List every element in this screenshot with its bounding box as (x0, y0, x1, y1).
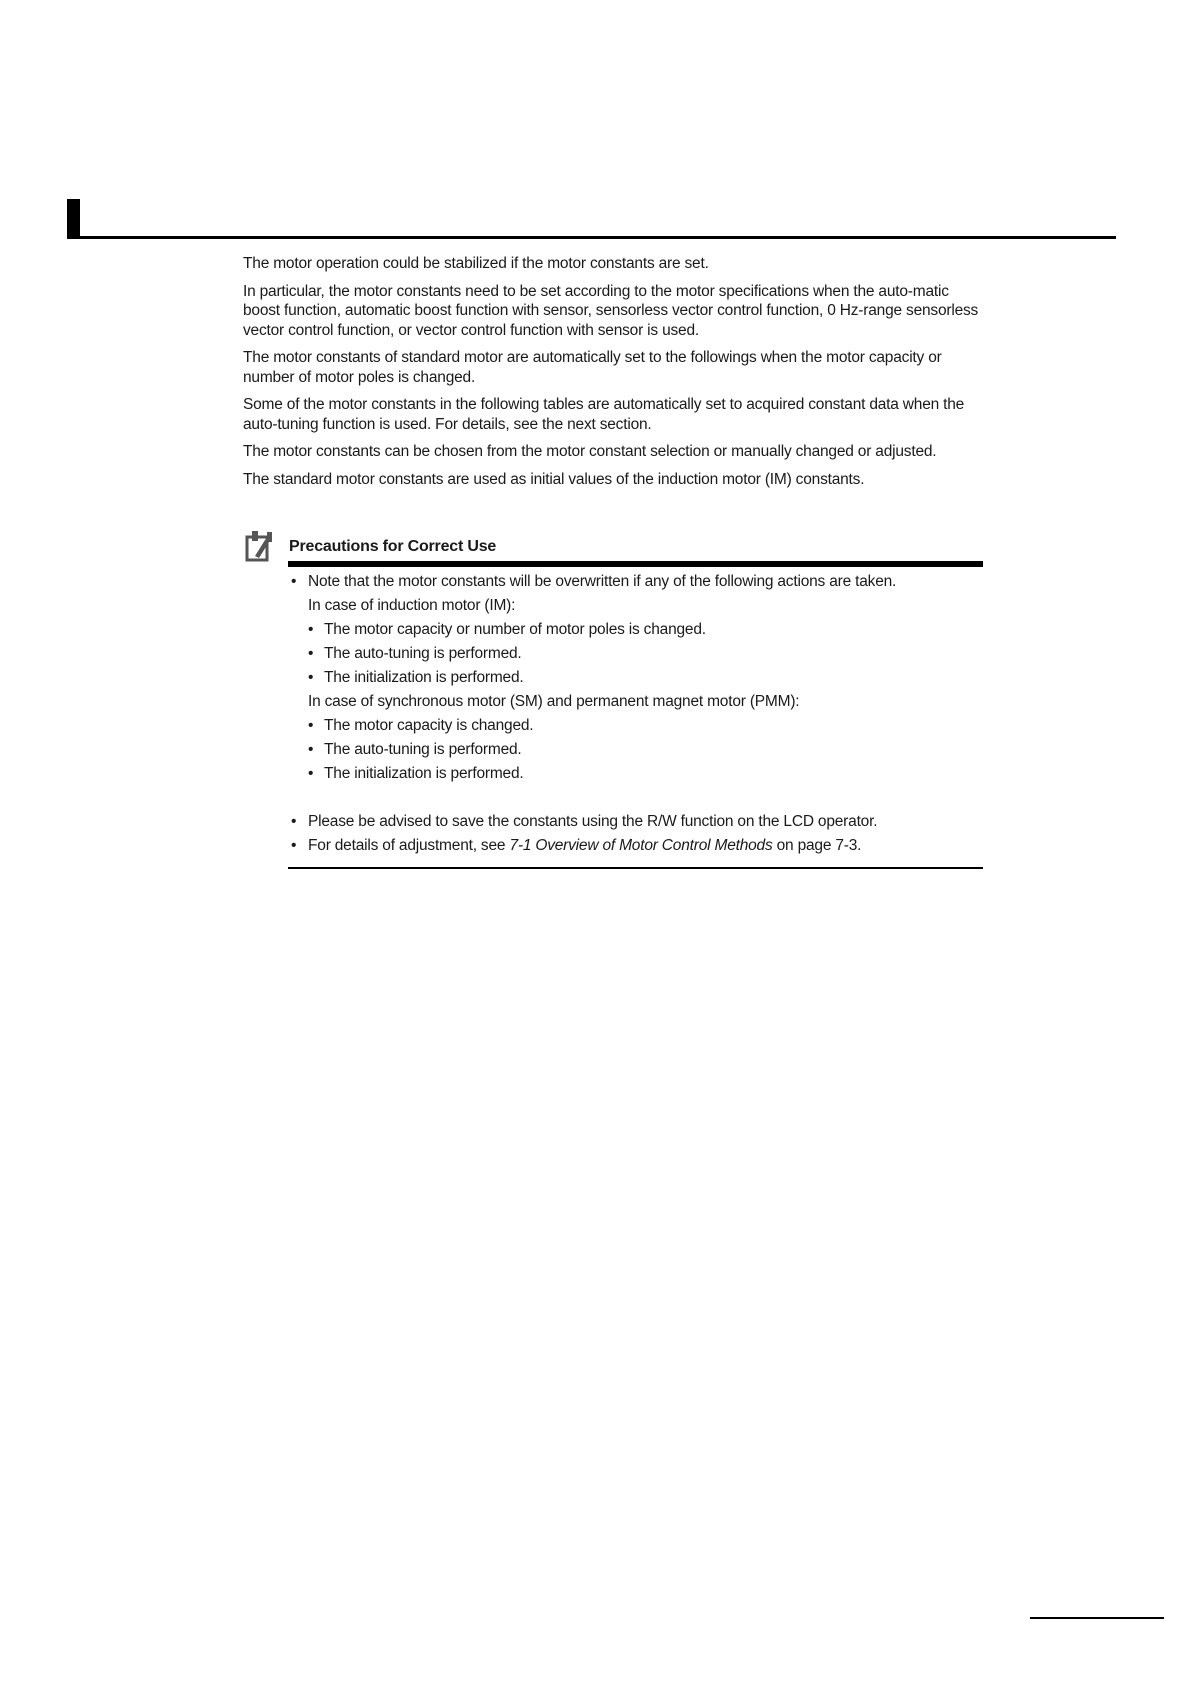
body-text (243, 254, 988, 497)
details-link[interactable]: 7-1 Overview of Motor Control Methods (509, 837, 773, 854)
details-prefix: For details of adjustment, see (308, 837, 510, 854)
sm-heading: In case of synchronous motor (SM) and permanent magnet motor (PMM): (308, 693, 800, 710)
precaution-advice: • Please be advised to save the constants using the R/W function on the LCD operator. (288, 810, 988, 834)
precautions-title: Precautions for Correct Use (289, 538, 497, 555)
precaution-details (288, 834, 988, 858)
section-heading-rule (67, 236, 1116, 239)
paragraph: The motor constants can be chosen from the motor constant selection or manually changed or adjusted. (243, 443, 937, 460)
list-item: • The auto-tuning is performed. (288, 642, 988, 666)
details-suffix: on page 7-3. (772, 837, 862, 854)
precautions-bottom-rule (288, 867, 983, 869)
list-item: • The auto-tuning is performed. (288, 738, 988, 762)
precaution-note: • Note that the motor constants will be overwritten if any of the following actions are taken. (288, 570, 988, 594)
im-heading: In case of induction motor (IM): (308, 597, 516, 614)
paragraph: Some of the motor constants in the following tables are automatically set to acquired constant data when the auto-tuning function is used. For details, see the next section. (243, 396, 965, 433)
list-item: • The initialization is performed. (288, 762, 988, 786)
precautions-top-rule (288, 561, 983, 567)
list-item: • The motor capacity or number of motor poles is changed. (288, 618, 988, 642)
list-item: • The motor capacity is changed. (288, 714, 988, 738)
precautions-body (288, 570, 988, 858)
section-heading-marker (67, 199, 80, 239)
paragraph: In particular, the motor constants need to be set according to the motor specifications when the auto-matic boost function, automatic boost function with sensor, sensorless vector control function, 0 Hz-range sensorless vector control function, or vector control function with sensor is used. (243, 282, 979, 339)
footer-rule (1030, 1617, 1164, 1619)
list-item: • The initialization is performed. (288, 666, 988, 690)
paragraph: The standard motor constants are used as initial values of the induction motor (IM) constants. (243, 470, 865, 488)
paragraph: The motor operation could be stabilized if the motor constants are set. (243, 255, 709, 272)
paragraph: The motor constants of standard motor are automatically set to the followings when the motor capacity or number of motor poles is changed. (243, 349, 942, 386)
precaution-hand-icon (245, 528, 275, 562)
